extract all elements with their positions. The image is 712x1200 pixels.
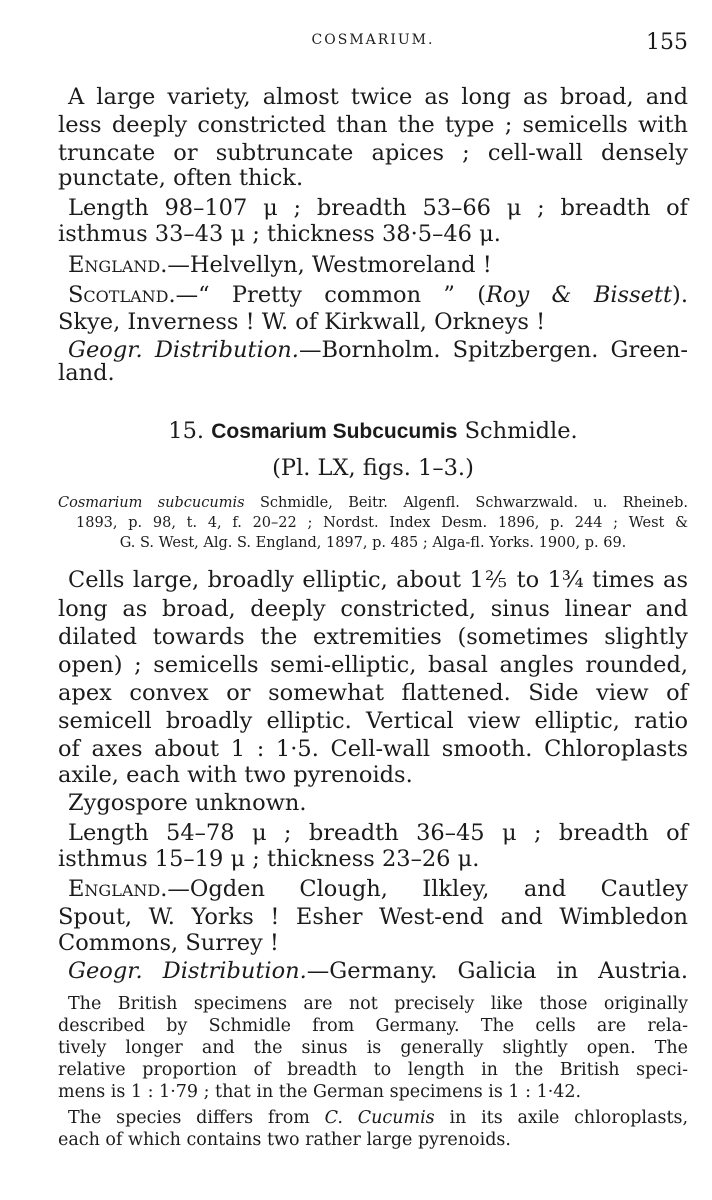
- reference-taxon: Cosmarium subcucumis: [58, 495, 245, 511]
- note-line: [68, 1108, 688, 1129]
- dimensions-line: Length 98–107 μ ; breadth 53–66 μ ; breadth of: [68, 195, 688, 221]
- dimensions-line: Length 54–78 μ ; breadth 36–45 μ ; breadth of: [68, 820, 688, 846]
- species-number: 15.: [168, 418, 205, 444]
- reference-text: Schmidle, Beitr. Algenfl. Schwarzwald. u. Rheineb.: [244, 495, 688, 511]
- description-line: apex convex or somewhat flattened. Side view of: [58, 680, 688, 706]
- plate-reference: (Pl. LX, figs. 1–3.): [272, 455, 474, 481]
- note-text: The species differs from: [68, 1108, 325, 1128]
- locality-text: —“ Pretty common ” (: [175, 282, 486, 308]
- description-line: axile, each with two pyrenoids.: [58, 762, 413, 788]
- reference-line: G. S. West, Alg. S. England, 1897, p. 485 ; Alga-fl. Yorks. 1900, p. 69.: [119, 535, 627, 551]
- reference-line: 1893, p. 98, t. 4, f. 20–22 ; Nordst. Index Desm. 1896, p. 244 ; West &: [76, 515, 688, 531]
- note-line: tively longer and the sinus is generally slightly open. The: [58, 1038, 688, 1058]
- locality-england: [68, 876, 688, 902]
- distribution-line: [68, 958, 688, 984]
- reference-line: [58, 494, 688, 512]
- distribution-label: Geogr. Distribution.: [68, 337, 299, 363]
- note-text: in its axile chloroplasts,: [434, 1108, 689, 1128]
- note-line: each of which contains two rather large pyrenoids.: [58, 1130, 511, 1150]
- note-line: The British specimens are not precisely like those originally: [68, 994, 688, 1014]
- dimensions-line: isthmus 33–43 μ ; thickness 38·5–46 μ.: [58, 221, 501, 247]
- locality-text: ).: [672, 282, 688, 308]
- distribution-text: —Bornholm. Spitzbergen. Green-: [298, 337, 688, 363]
- citation: Roy & Bissett: [485, 282, 673, 308]
- species-author: Schmidle.: [464, 418, 578, 444]
- locality-text: —Ogden Clough, Ilkley, and Cautley: [167, 876, 688, 902]
- distribution-label: Geogr. Distribution.: [68, 958, 307, 984]
- note-line: described by Schmidle from Germany. The cells are rela-: [58, 1016, 688, 1036]
- distribution-line-cont: land.: [58, 360, 115, 386]
- page-header: [58, 30, 688, 60]
- text-line: truncate or subtruncate apices ; cell-wall densely: [58, 140, 688, 166]
- dimensions-line: isthmus 15–19 μ ; thickness 23–26 μ.: [58, 846, 480, 872]
- text-line: less deeply constricted than the type ; semicells with: [58, 112, 688, 138]
- locality-england-cont: Commons, Surrey !: [58, 930, 279, 956]
- species-heading: [58, 418, 688, 445]
- text-line: A large variety, almost twice as long as broad, and: [68, 84, 688, 110]
- locality-scotland: [68, 282, 688, 308]
- description-line: dilated towards the extremities (sometimes slightly: [58, 624, 688, 650]
- locality-england: [68, 252, 492, 278]
- text-line: punctate, often thick.: [58, 165, 304, 191]
- species-name: Cosmarium Subcucumis: [211, 420, 458, 443]
- locality-text: —Helvellyn, Westmoreland !: [167, 252, 492, 278]
- zygospore-line: Zygospore unknown.: [68, 790, 307, 816]
- locality-label: England.: [68, 876, 168, 902]
- running-head: COSMARIUM.: [311, 32, 435, 48]
- description-line: long as broad, deeply constricted, sinus linear and: [58, 596, 688, 622]
- page-number: 155: [646, 30, 688, 55]
- description-line: of axes about 1 : 1·5. Cell-wall smooth. Chloroplasts: [58, 736, 688, 762]
- locality-england-cont: Spout, W. Yorks ! Esher West-end and Wimbledon: [58, 904, 688, 930]
- distribution-text: —Germany. Galicia in Austria.: [306, 958, 688, 984]
- locality-label: Scotland.: [68, 282, 176, 308]
- distribution-line: [68, 337, 688, 363]
- description-line: semicell broadly elliptic. Vertical view elliptic, ratio: [58, 708, 688, 734]
- species-reference: C. Cucumis: [324, 1108, 435, 1128]
- description-line: open) ; semicells semi-elliptic, basal angles rounded,: [58, 652, 688, 678]
- locality-scotland-cont: Skye, Inverness ! W. of Kirkwall, Orkneys !: [58, 309, 546, 335]
- note-line: relative proportion of breadth to length in the British speci-: [58, 1060, 688, 1080]
- description-line: Cells large, broadly elliptic, about 1⅖ to 1¾ times as: [68, 567, 688, 593]
- note-line: mens is 1 : 1·79 ; that in the German specimens is 1 : 1·42.: [58, 1082, 582, 1102]
- locality-label: England.: [68, 252, 168, 278]
